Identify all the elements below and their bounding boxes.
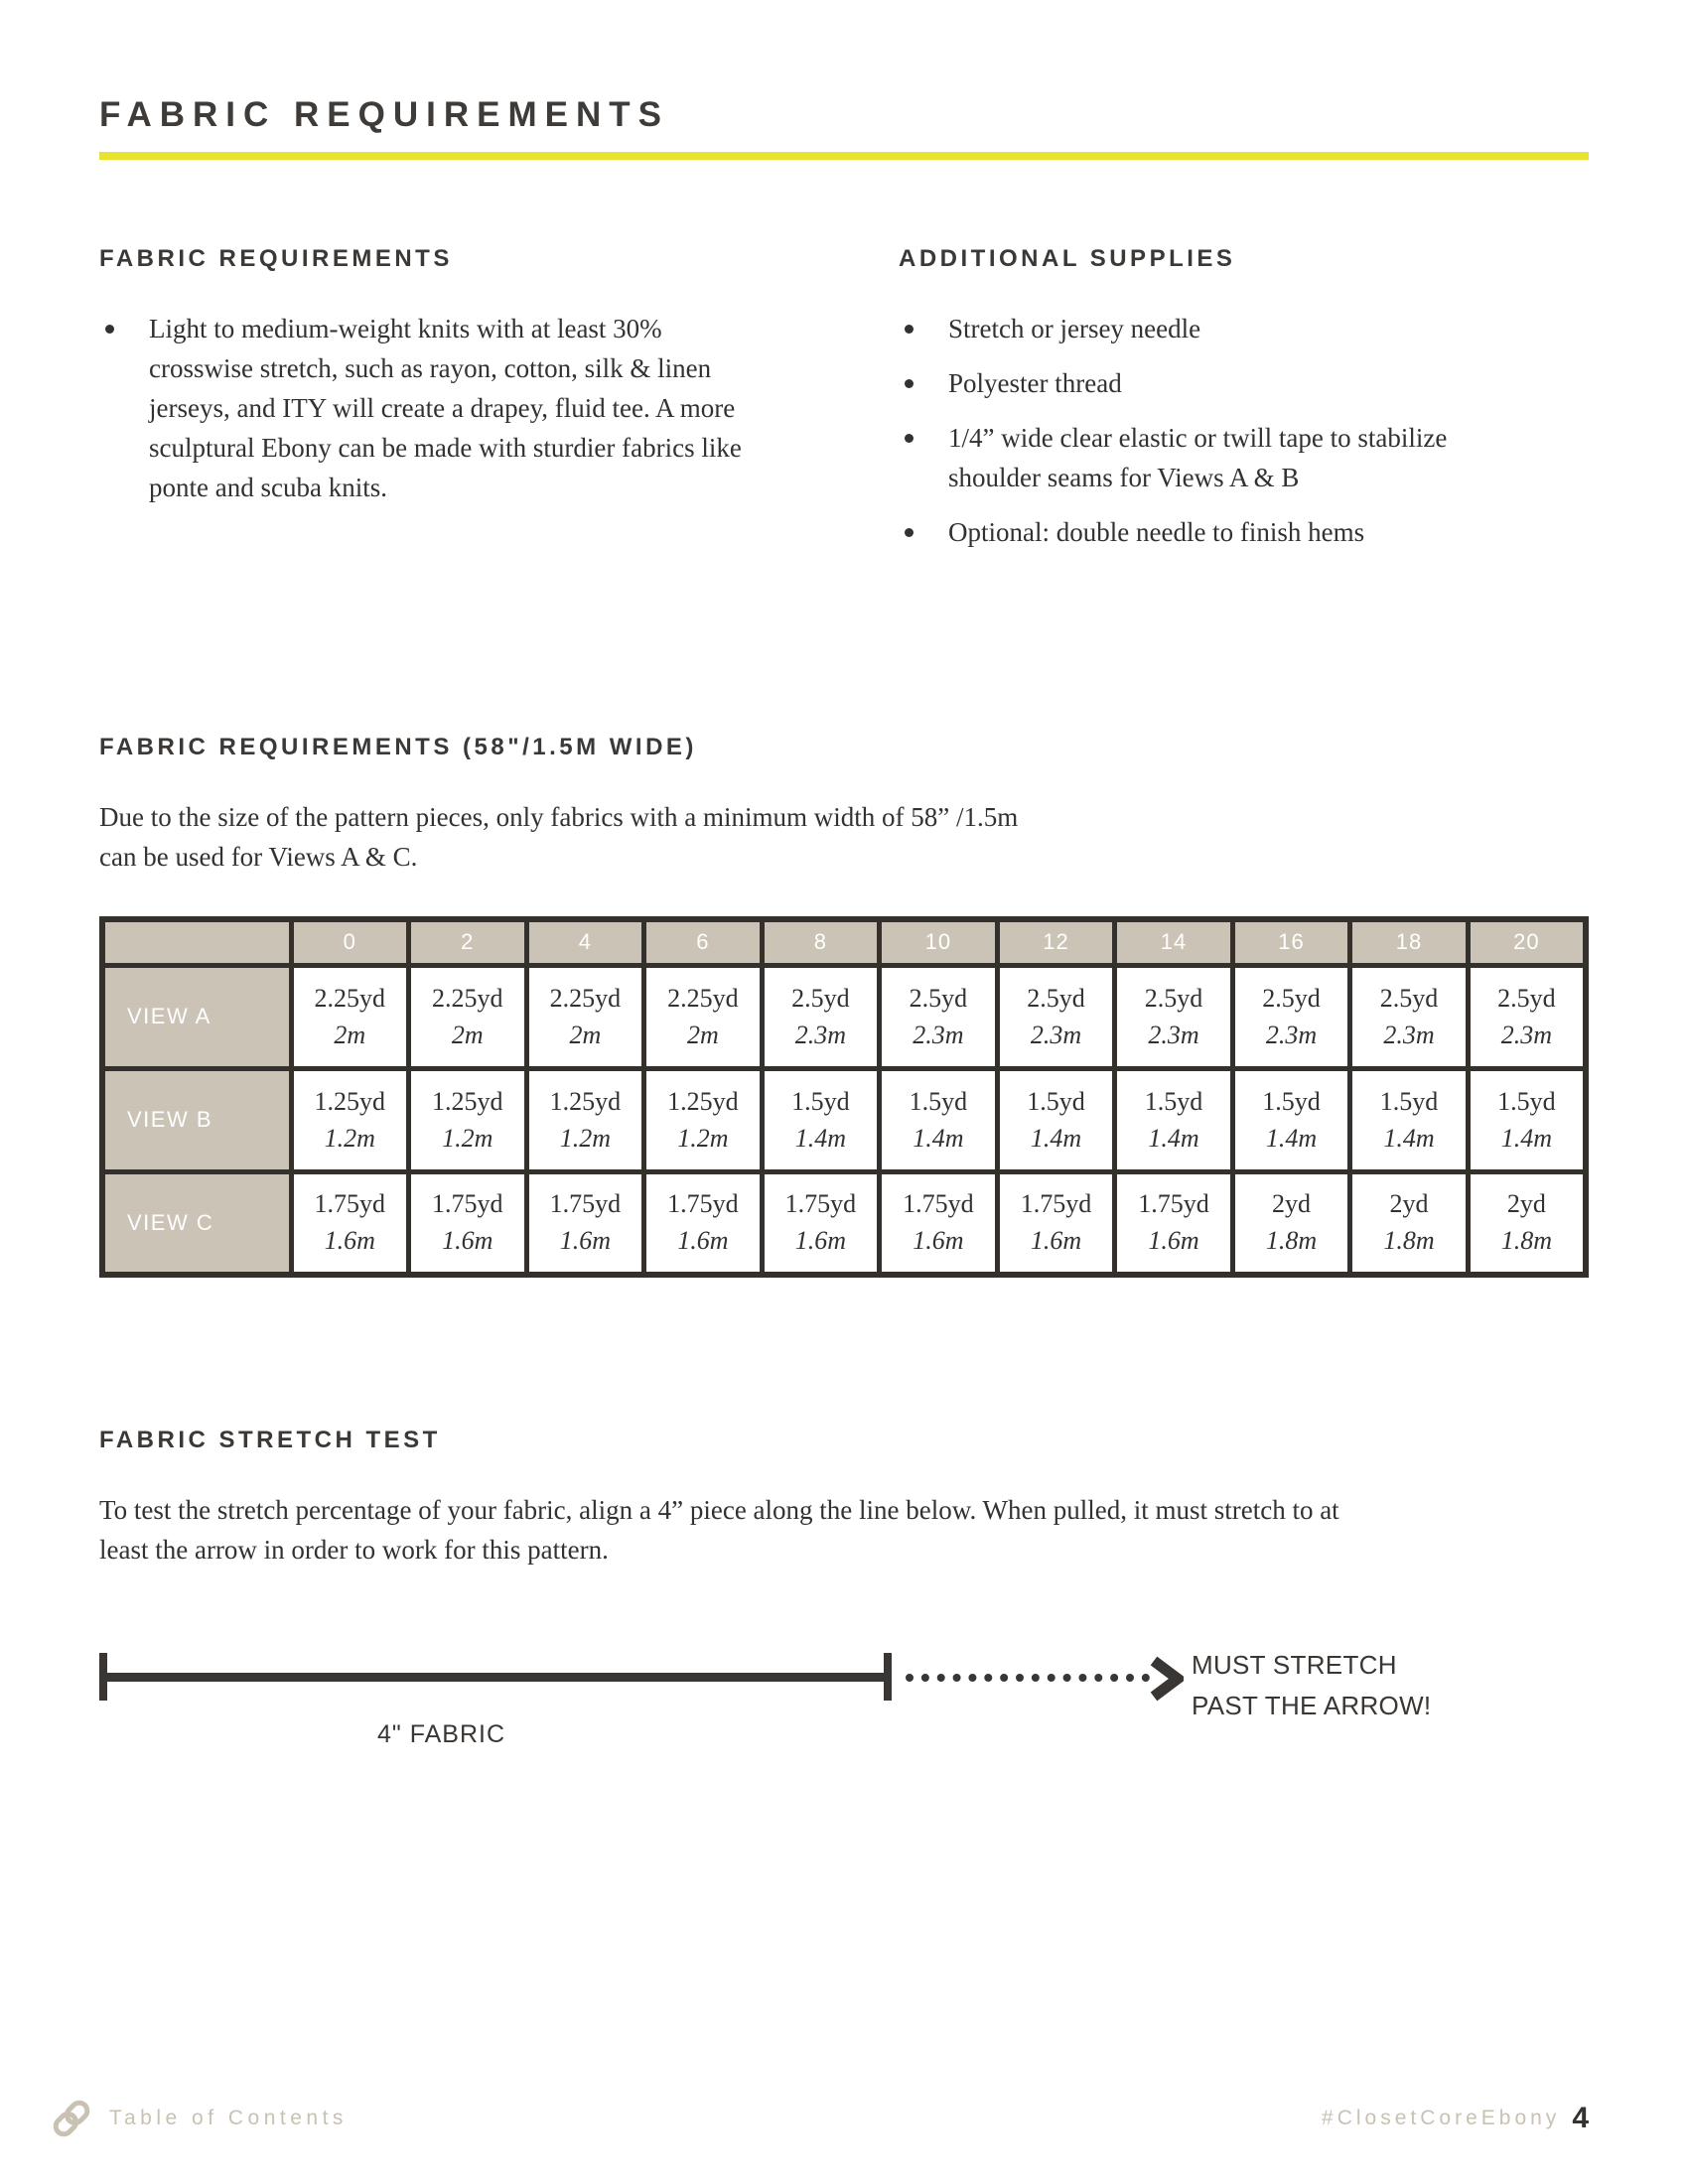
additional-supplies-list — [899, 309, 1589, 552]
yardage-cell: 2yd 1.8m — [1232, 1171, 1350, 1275]
yardage-cell: 1.5yd 1.4m — [1468, 1068, 1586, 1171]
list-item-text: Polyester thread — [948, 368, 1122, 398]
table-corner-cell — [102, 919, 291, 965]
yardage-cell: 1.5yd 1.4m — [1350, 1068, 1469, 1171]
yardage-cell: 2.5yd 2.3m — [997, 965, 1115, 1068]
size-header-cell: 18 — [1350, 919, 1469, 965]
fabric-test-line — [99, 1673, 892, 1682]
yardage-cell: 1.5yd 1.4m — [880, 1068, 998, 1171]
size-header-cell: 0 — [291, 919, 409, 965]
table-row — [102, 1068, 1586, 1171]
size-header-cell: 6 — [644, 919, 763, 965]
yardage-cell: 1.25yd 1.2m — [291, 1068, 409, 1171]
yardage-cell: 2.25yd 2m — [291, 965, 409, 1068]
yardage-cell: 2yd 1.8m — [1350, 1171, 1469, 1275]
arrow-head-icon — [1150, 1656, 1184, 1702]
yardage-cell: 2.25yd 2m — [526, 965, 644, 1068]
fabric-length-label: 4" FABRIC — [377, 1720, 506, 1748]
footer — [50, 2097, 1589, 2140]
list-item-text: Optional: double needle to finish hems — [948, 517, 1365, 547]
size-header-cell: 2 — [409, 919, 527, 965]
stretch-arrow-note-line2: PAST THE ARROW! — [1192, 1691, 1432, 1720]
list-item — [899, 512, 1475, 552]
size-header-cell: 12 — [997, 919, 1115, 965]
hashtag-label: #ClosetCoreEbony — [1322, 2107, 1561, 2129]
fabric-requirements-column — [99, 245, 899, 567]
line-end-cap — [884, 1653, 892, 1701]
list-item — [899, 418, 1475, 497]
yardage-cell: 2.5yd 2.3m — [1115, 965, 1233, 1068]
table-of-contents-label: Table of Contents — [109, 2107, 348, 2129]
yardage-cell: 1.5yd 1.4m — [762, 1068, 880, 1171]
yardage-cell: 2.25yd 2m — [409, 965, 527, 1068]
table-section-intro: Due to the size of the pattern pieces, only fabrics with a minimum width of 58” /1.5m can be used for Views A & C. — [99, 802, 1019, 872]
size-header-cell: 4 — [526, 919, 644, 965]
page-number: 4 — [1572, 2102, 1589, 2134]
fabric-requirements-table — [99, 916, 1589, 1278]
list-item — [899, 309, 1475, 348]
yardage-cell: 1.25yd 1.2m — [526, 1068, 644, 1171]
yardage-cell: 1.75yd 1.6m — [880, 1171, 998, 1275]
yardage-cell: 2.5yd 2.3m — [762, 965, 880, 1068]
yardage-cell: 1.25yd 1.2m — [644, 1068, 763, 1171]
yardage-cell: 2yd 1.8m — [1468, 1171, 1586, 1275]
table-of-contents-link[interactable] — [50, 2097, 348, 2140]
yardage-cell: 1.75yd 1.6m — [291, 1171, 409, 1275]
size-header-cell: 16 — [1232, 919, 1350, 965]
size-header-row — [102, 919, 1586, 965]
stretch-arrow-note-line1: MUST STRETCH — [1192, 1650, 1397, 1680]
list-item-text: Stretch or jersey needle — [948, 314, 1201, 343]
yardage-cell: 1.75yd 1.6m — [762, 1171, 880, 1275]
size-header-cell: 10 — [880, 919, 998, 965]
yardage-cell: 1.75yd 1.6m — [997, 1171, 1115, 1275]
size-header-cell: 14 — [1115, 919, 1233, 965]
table-row — [102, 1171, 1586, 1275]
yardage-cell: 1.25yd 1.2m — [409, 1068, 527, 1171]
yardage-cell: 1.75yd 1.6m — [1115, 1171, 1233, 1275]
yardage-cell: 2.5yd 2.3m — [1468, 965, 1586, 1068]
accent-rule — [99, 152, 1589, 160]
yardage-cell: 2.5yd 2.3m — [1350, 965, 1469, 1068]
intro-columns — [99, 245, 1589, 567]
yardage-cell: 1.5yd 1.4m — [1115, 1068, 1233, 1171]
stretch-test-heading: FABRIC STRETCH TEST — [99, 1427, 441, 1453]
yardage-cell: 2.5yd 2.3m — [1232, 965, 1350, 1068]
yardage-cell: 2.5yd 2.3m — [880, 965, 998, 1068]
table-section-heading: FABRIC REQUIREMENTS (58"/1.5M WIDE) — [99, 734, 697, 760]
link-icon — [50, 2097, 93, 2140]
stretch-test-intro: To test the stretch percentage of your fabric, align a 4” piece along the line below. When pulled, it must stretch to at least the arrow in order to work for this pattern. — [99, 1495, 1339, 1565]
view-label-cell: VIEW C — [102, 1171, 291, 1275]
stretch-dotted-line — [906, 1674, 1150, 1682]
view-label-cell: VIEW B — [102, 1068, 291, 1171]
yardage-cell: 1.5yd 1.4m — [997, 1068, 1115, 1171]
size-header-cell: 8 — [762, 919, 880, 965]
fabric-requirements-list — [99, 309, 899, 507]
yardage-cell: 1.5yd 1.4m — [1232, 1068, 1350, 1171]
additional-supplies-column — [899, 245, 1589, 567]
yardage-cell: 1.75yd 1.6m — [409, 1171, 527, 1275]
yardage-cell: 1.75yd 1.6m — [526, 1171, 644, 1275]
table-row — [102, 965, 1586, 1068]
page-title: FABRIC REQUIREMENTS — [99, 95, 669, 134]
list-item-text: Light to medium-weight knits with at least 30% crosswise stretch, such as rayon, cotton, silk & linen jerseys, and ITY will create a drapey, fluid tee. A more sculptural Ebony can be made with sturdier fabrics like ponte and scuba knits. — [149, 314, 742, 502]
stretch-arrow-note — [1192, 1645, 1431, 1726]
footer-right — [1322, 2102, 1589, 2135]
yardage-cell: 1.75yd 1.6m — [644, 1171, 763, 1275]
stretch-test-graphic — [99, 1650, 1589, 1792]
yardage-cell: 2.25yd 2m — [644, 965, 763, 1068]
additional-supplies-heading: ADDITIONAL SUPPLIES — [899, 245, 1236, 272]
list-item-text: 1/4” wide clear elastic or twill tape to stabilize shoulder seams for Views A & B — [948, 423, 1448, 492]
size-header-cell: 20 — [1468, 919, 1586, 965]
view-label-cell: VIEW A — [102, 965, 291, 1068]
fabric-requirements-heading: FABRIC REQUIREMENTS — [99, 245, 453, 272]
list-item — [899, 363, 1475, 403]
list-item — [99, 309, 770, 507]
